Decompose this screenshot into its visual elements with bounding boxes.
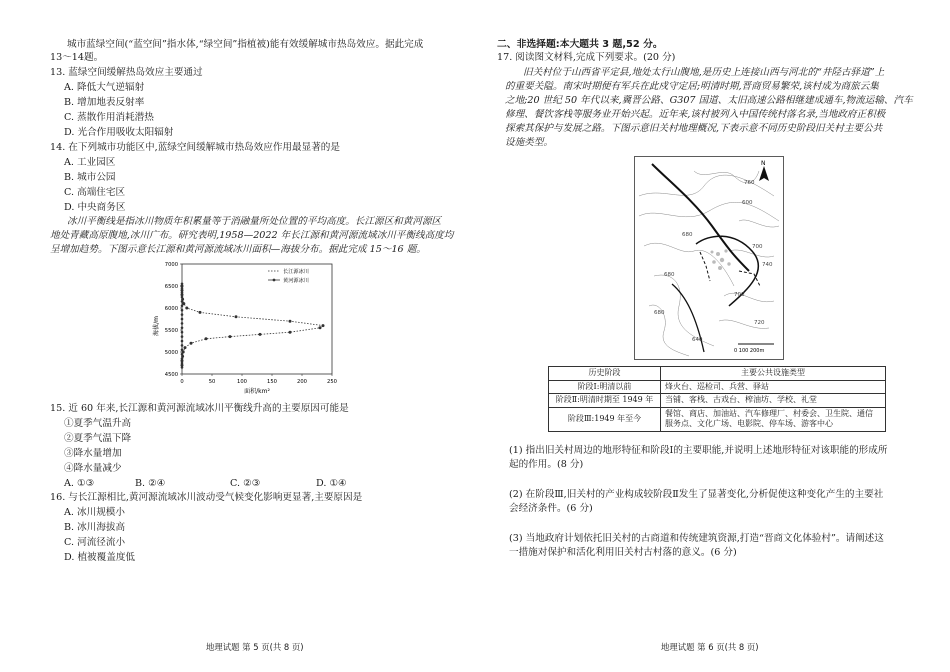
data-point-huanghe [181, 291, 184, 294]
material-line3: 之地;20 世纪 50 年代以来,冀晋公路、G307 国道、太旧高速公路相继建成通车,物流运输、汽车 [505, 95, 913, 106]
q16-option-b: B. 冰川海拔高 [64, 522, 126, 533]
y-tick-label: 4500 [164, 372, 178, 378]
page-footer-right: 地理试题 第 6 页(共 8 页) [661, 642, 759, 652]
series-line-changjiang [182, 286, 323, 365]
jiuguan-village-map [634, 156, 784, 360]
data-point-huanghe [181, 366, 184, 369]
building-block [718, 266, 722, 270]
chart-frame [182, 264, 332, 374]
q17-1-line1: (1) 指出旧关村周边的地形特征和阶段Ⅰ的主要职能,并说明上述地形特征对该职能的形成所 [509, 445, 888, 456]
right-page [475, 0, 950, 672]
contour-label: 720 [754, 320, 765, 326]
data-point-huanghe [181, 344, 184, 347]
x-axis-label: 面积/km² [244, 388, 270, 395]
data-point-changjiang [289, 320, 292, 323]
q17-1-line2: 起的作用。(8 分) [509, 459, 584, 470]
q15-item-3: ③降水量增加 [64, 448, 122, 459]
legend-label-huanghe: 黄河源冰川 [283, 278, 309, 284]
table-cell-facilities: 当铺、客栈、古戏台、榨油坊、学校、礼堂 [661, 394, 886, 408]
facility-line: 服务点、文化广场、电影院、停车场、游客中心 [665, 419, 833, 428]
x-tick-label: 150 [267, 379, 277, 385]
legend-label-changjiang: 长江源冰川 [283, 269, 309, 275]
data-point-changjiang [199, 311, 202, 314]
contour-label: 740 [762, 262, 773, 268]
data-point-huanghe [181, 327, 184, 330]
data-point-huanghe [181, 349, 184, 352]
material-line5: 探索其保护与发展之路。下图示意旧关村地理概况,下表示意不同历史阶段旧关村主要公共 [505, 123, 883, 134]
data-point-huanghe [181, 362, 184, 365]
table-row [549, 407, 886, 431]
intro-15-16-line2: 地处青藏高原腹地,冰川广布。研究表明,1958—2022 年长江源和黄河源流域冰川平衡线高度均 [50, 230, 454, 241]
building-block [712, 260, 716, 264]
data-point-changjiang [205, 337, 208, 340]
q17-2-line2: 会经济条件。(6 分) [509, 503, 593, 514]
scale-bar-label: 0 100 200m [734, 348, 765, 354]
q17-3-line1: (3) 当地政府计划依托旧关村的古商道和传统建筑资源,打造“晋商文化体验村”。请阐述这 [509, 533, 884, 544]
y-axis-label: 海拔/m [153, 316, 160, 336]
building-block [727, 262, 730, 265]
building-block [716, 252, 720, 256]
data-point-changjiang [185, 307, 188, 310]
y-tick-label: 6500 [164, 284, 178, 290]
x-tick-label: 0 [180, 379, 184, 385]
data-point-huanghe [181, 313, 184, 316]
data-point-changjiang [319, 326, 322, 329]
table-cell-facilities: 烽火台、巡检司、兵营、驿站 [661, 380, 886, 394]
q15-choice-d: D. ①④ [316, 478, 347, 489]
x-tick-label: 50 [208, 379, 216, 385]
material-line1: 旧关村位于山西省平定县,地处太行山腹地,是历史上连接山西与河北的“井陉古驿道”上 [523, 67, 885, 78]
contour-label: 700 [734, 292, 745, 298]
q15-choice-a: A. ①③ [64, 478, 95, 489]
data-point-huanghe [181, 335, 184, 338]
table-header-stage: 历史阶段 [549, 367, 661, 381]
table-cell-stage: 阶段Ⅱ:明清时期至 1949 年 [549, 394, 661, 408]
map-frame [635, 157, 784, 360]
contour-label: 680 [654, 310, 665, 316]
contour-label: 680 [664, 272, 675, 278]
y-tick-label: 6000 [164, 306, 178, 312]
q16-option-c: C. 河流径流小 [64, 537, 126, 548]
public-facilities-table [548, 366, 886, 432]
q14-stem: 14. 在下列城市功能区中,蓝绿空间缓解城市热岛效应作用最显著的是 [50, 142, 340, 153]
x-tick-label: 100 [237, 379, 247, 385]
material-line6: 设施类型。 [505, 137, 553, 148]
x-tick-label: 200 [297, 379, 307, 385]
data-point-huanghe [181, 340, 184, 343]
data-point-changjiang [235, 315, 238, 318]
q13-stem: 13. 蓝绿空间缓解热岛效应主要通过 [50, 67, 203, 78]
data-point-huanghe [181, 300, 184, 303]
q14-option-d: D. 中央商务区 [64, 202, 126, 213]
q17-3-line2: 一措施对保护和活化利用旧关村古村落的意义。(6 分) [509, 547, 737, 558]
data-point-changjiang [184, 346, 187, 349]
data-point-changjiang [289, 331, 292, 334]
data-point-huanghe [181, 283, 184, 286]
q17-2-line1: (2) 在阶段Ⅲ,旧关村的产业构成较阶段Ⅱ发生了显著变化,分析促使这种变化产生的主要社 [509, 489, 884, 500]
intro-13-14-line1: 城市蓝绿空间(“蓝空间”指水体,“绿空间”指植被)能有效缓解城市热岛效应。据此完成 [67, 39, 424, 50]
x-tick-label: 250 [327, 379, 337, 385]
q15-choice-c: C. ②③ [230, 478, 261, 489]
data-point-huanghe [181, 287, 184, 290]
data-point-huanghe [181, 331, 184, 334]
table-cell-stage: 阶段Ⅰ:明清以前 [549, 380, 661, 394]
intro-15-16-line3: 呈增加趋势。下图示意长江源和黄河源流域冰川面积—海拔分布。据此完成 15～16 题。 [50, 244, 426, 255]
q13-option-c: C. 蒸散作用消耗潜热 [64, 112, 154, 123]
facility-line: 餐馆、商店、加油站、汽车修理厂、村委会、卫生院、通信 [665, 408, 873, 418]
contour-label: 700 [752, 244, 763, 250]
north-label: N [761, 160, 766, 167]
intro-15-16-line1: 冰川平衡线是指冰川物质年积累量等于消融量所处位置的平均高度。长江源区和黄河源区 [67, 216, 442, 227]
data-point-huanghe [181, 318, 184, 321]
q13-option-b: B. 增加地表反射率 [64, 97, 145, 108]
q14-option-b: B. 城市公园 [64, 172, 116, 183]
table-cell-facilities [661, 407, 886, 431]
data-point-huanghe [181, 309, 184, 312]
y-tick-label: 7000 [164, 262, 178, 268]
x-axis-ticks [180, 374, 337, 385]
data-point-changjiang [229, 335, 232, 338]
legend-marker-huanghe [273, 279, 276, 282]
contour-label: 640 [692, 337, 703, 343]
section-title: 二、非选择题:本大题共 3 题,52 分。 [497, 39, 663, 50]
y-axis-ticks [165, 262, 182, 378]
q15-choice-b: B. ②④ [135, 478, 166, 489]
q16-option-a: A. 冰川规模小 [64, 507, 125, 518]
q14-option-c: C. 高端住宅区 [64, 187, 126, 198]
building-block [711, 251, 714, 254]
chart-legend [268, 267, 309, 284]
data-point-changjiang [322, 324, 325, 327]
q15-item-1: ①夏季气温升高 [64, 418, 132, 429]
table-cell-stage: 阶段Ⅲ:1949 年至今 [549, 407, 661, 431]
data-point-huanghe [181, 305, 184, 308]
table-header-facilities: 主要公共设施类型 [661, 367, 886, 381]
material-line2: 的重要关隘。南宋时期便有军兵在此戍守定居;明清时期,晋商贸易繁荣,该村成为商旅云集 [505, 81, 879, 92]
contour-label: 760 [744, 180, 755, 186]
data-point-huanghe [181, 322, 184, 325]
y-tick-label: 5500 [164, 328, 178, 334]
y-tick-label: 5000 [164, 350, 178, 356]
building-block [724, 249, 727, 252]
data-point-changjiang [190, 342, 193, 345]
glacier-area-altitude-chart [150, 258, 340, 398]
q14-option-a: A. 工业园区 [64, 157, 116, 168]
contour-label: 680 [682, 232, 693, 238]
q16-option-d: D. 植被覆盖度低 [64, 552, 136, 563]
q15-item-2: ②夏季气温下降 [64, 433, 132, 444]
q16-stem: 16. 与长江源相比,黄河源流域冰川波动受气候变化影响更显著,主要原因是 [50, 492, 363, 503]
chart-series [181, 283, 325, 369]
material-line4: 修理、餐饮客栈等服务业开始兴起。近年来,该村被列入中国传统村落名录,当地政府正积极 [505, 109, 886, 120]
q15-stem: 15. 近 60 年来,长江源和黄河源流域冰川平衡线升高的主要原因可能是 [50, 403, 349, 414]
q13-option-d: D. 光合作用吸收太阳辐射 [64, 127, 174, 138]
contour-label: 600 [742, 200, 753, 206]
intro-13-14-line2: 13～14题。 [50, 52, 104, 63]
page-footer-left: 地理试题 第 5 页(共 8 页) [206, 642, 304, 652]
data-point-changjiang [182, 302, 185, 305]
data-point-changjiang [259, 333, 262, 336]
q15-item-4: ④降水量减少 [64, 463, 122, 474]
data-point-huanghe [181, 353, 184, 356]
table-row [549, 380, 886, 394]
table-header-row [549, 367, 886, 381]
q13-option-a: A. 降低大气逆辐射 [64, 82, 145, 93]
building-block [720, 258, 724, 262]
data-point-huanghe [181, 357, 184, 360]
data-point-huanghe [181, 296, 184, 299]
q17-stem: 17. 阅读图文材料,完成下列要求。(20 分) [497, 52, 676, 63]
table-row [549, 394, 886, 408]
